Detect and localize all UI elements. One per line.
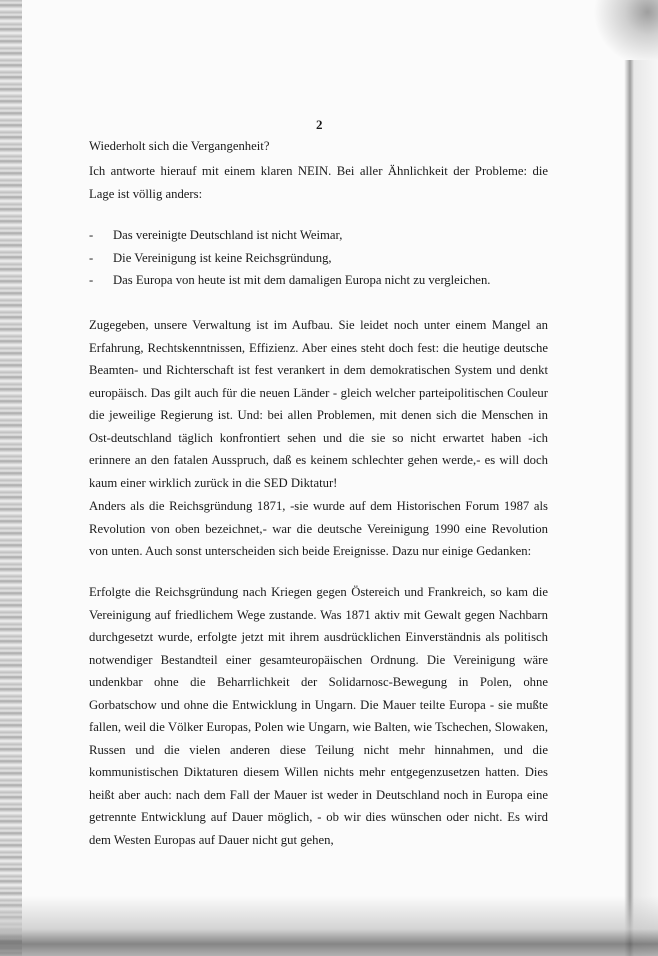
bullet-text: Die Vereinigung ist keine Reichsgründung,: [113, 250, 332, 265]
bullet-marker: -: [89, 250, 94, 265]
bullet-text: Das vereinigte Deutschland ist nicht Weimar,: [113, 228, 343, 242]
bullet-item: [89, 269, 548, 292]
scan-edge-left: [0, 0, 22, 956]
intro-paragraph: Ich antworte hierauf mit einem klaren NEIN. Bei aller Ähnlichkeit der Probleme: die Lage ist völlig anders:: [89, 164, 548, 201]
bullet-marker: -: [89, 228, 94, 242]
bullet-item: [89, 224, 548, 247]
bullet-text: Das Europa von heute ist mit dem damaligen Europa nicht zu vergleichen.: [113, 273, 491, 287]
paragraph-administration: Zugegeben, unsere Verwaltung ist im Aufbau. Sie leidet noch unter einem Mangel an Erfahrung, Rechtskenntnissen, Effizienz. Aber eines steht doch fest: die heutige deutsche Beamten- und Richterschaft ist fest verankert in dem demokratischen System und denkt europäisch. Das gilt auch für die neuen Länder - gleich welcher parteipolitischen Couleur die jeweilige Regierung ist. Und: bei allen Problemen, mit denen sich die Menschen in Ost-deutschland täglich konfrontiert sehen und die sie so nicht erwartet haben -ich erinnere an den fatalen Ausspruch, daß es keinem schlechter gehen werde,- es will doch kaum einer wirklich zurück in die SED Diktatur!: [89, 318, 548, 490]
bullet-item: [89, 247, 548, 270]
paragraph-revolution: Anders als die Reichsgründung 1871, -sie wurde auf dem Historischen Forum 1987 als Revolution von oben bezeichnet,- war die deutsche Vereinigung 1990 eine Revolution von unten. Auch sonst unterscheiden sich beide Ereignisse. Dazu nur einige Gedanken:: [89, 499, 548, 558]
scan-corner-top-right: [588, 0, 658, 60]
scan-edge-bottom: [0, 896, 658, 956]
bullet-marker: -: [89, 273, 94, 287]
paragraph-unification: Erfolgte die Reichsgründung nach Kriegen gegen Östereich und Frankreich, so kam die Vereinigung auf friedlichem Wege zustande. Was 1871 aktiv mit Gewalt gegen Nachbarn durchgesetzt wurde, erfolgte jetzt mit ihrem ausdrücklichen Einverständnis als politisch notwendiger Bestandteil einer gesamteuropäischen Ordnung. Die Vereinigung wäre undenkbar ohne die Beharrlichkeit der Solidarnosc-Bewegung in Polen, ohne Gorbatschow und ohne die Entwicklung in Ungarn. Die Mauer teilte Europa - sie mußte fallen, weil die Völker Europas, Polen wie Ungarn, wie Balten, wie Tschechen, Slowaken, Russen und die vielen anderen diese Teilung nicht mehr hinnahmen, und die kommunistischen Diktaturen diesem Willen nichts mehr entgegenzusetzen hatten. Dies heißt aber auch: nach dem Fall der Mauer ist weder in Deutschland noch in Europa eine getrennte Entwicklung auf Dauer möglich, - ob wir dies wünschen oder nicht. Es wird dem Westen Europas auf Dauer nicht gut gehen,: [89, 585, 548, 847]
page-number: 2: [316, 117, 323, 132]
section-heading: Wiederholt sich die Vergangenheit?: [89, 139, 270, 153]
scan-edge-right: [624, 60, 658, 956]
bullet-list: [89, 224, 548, 292]
